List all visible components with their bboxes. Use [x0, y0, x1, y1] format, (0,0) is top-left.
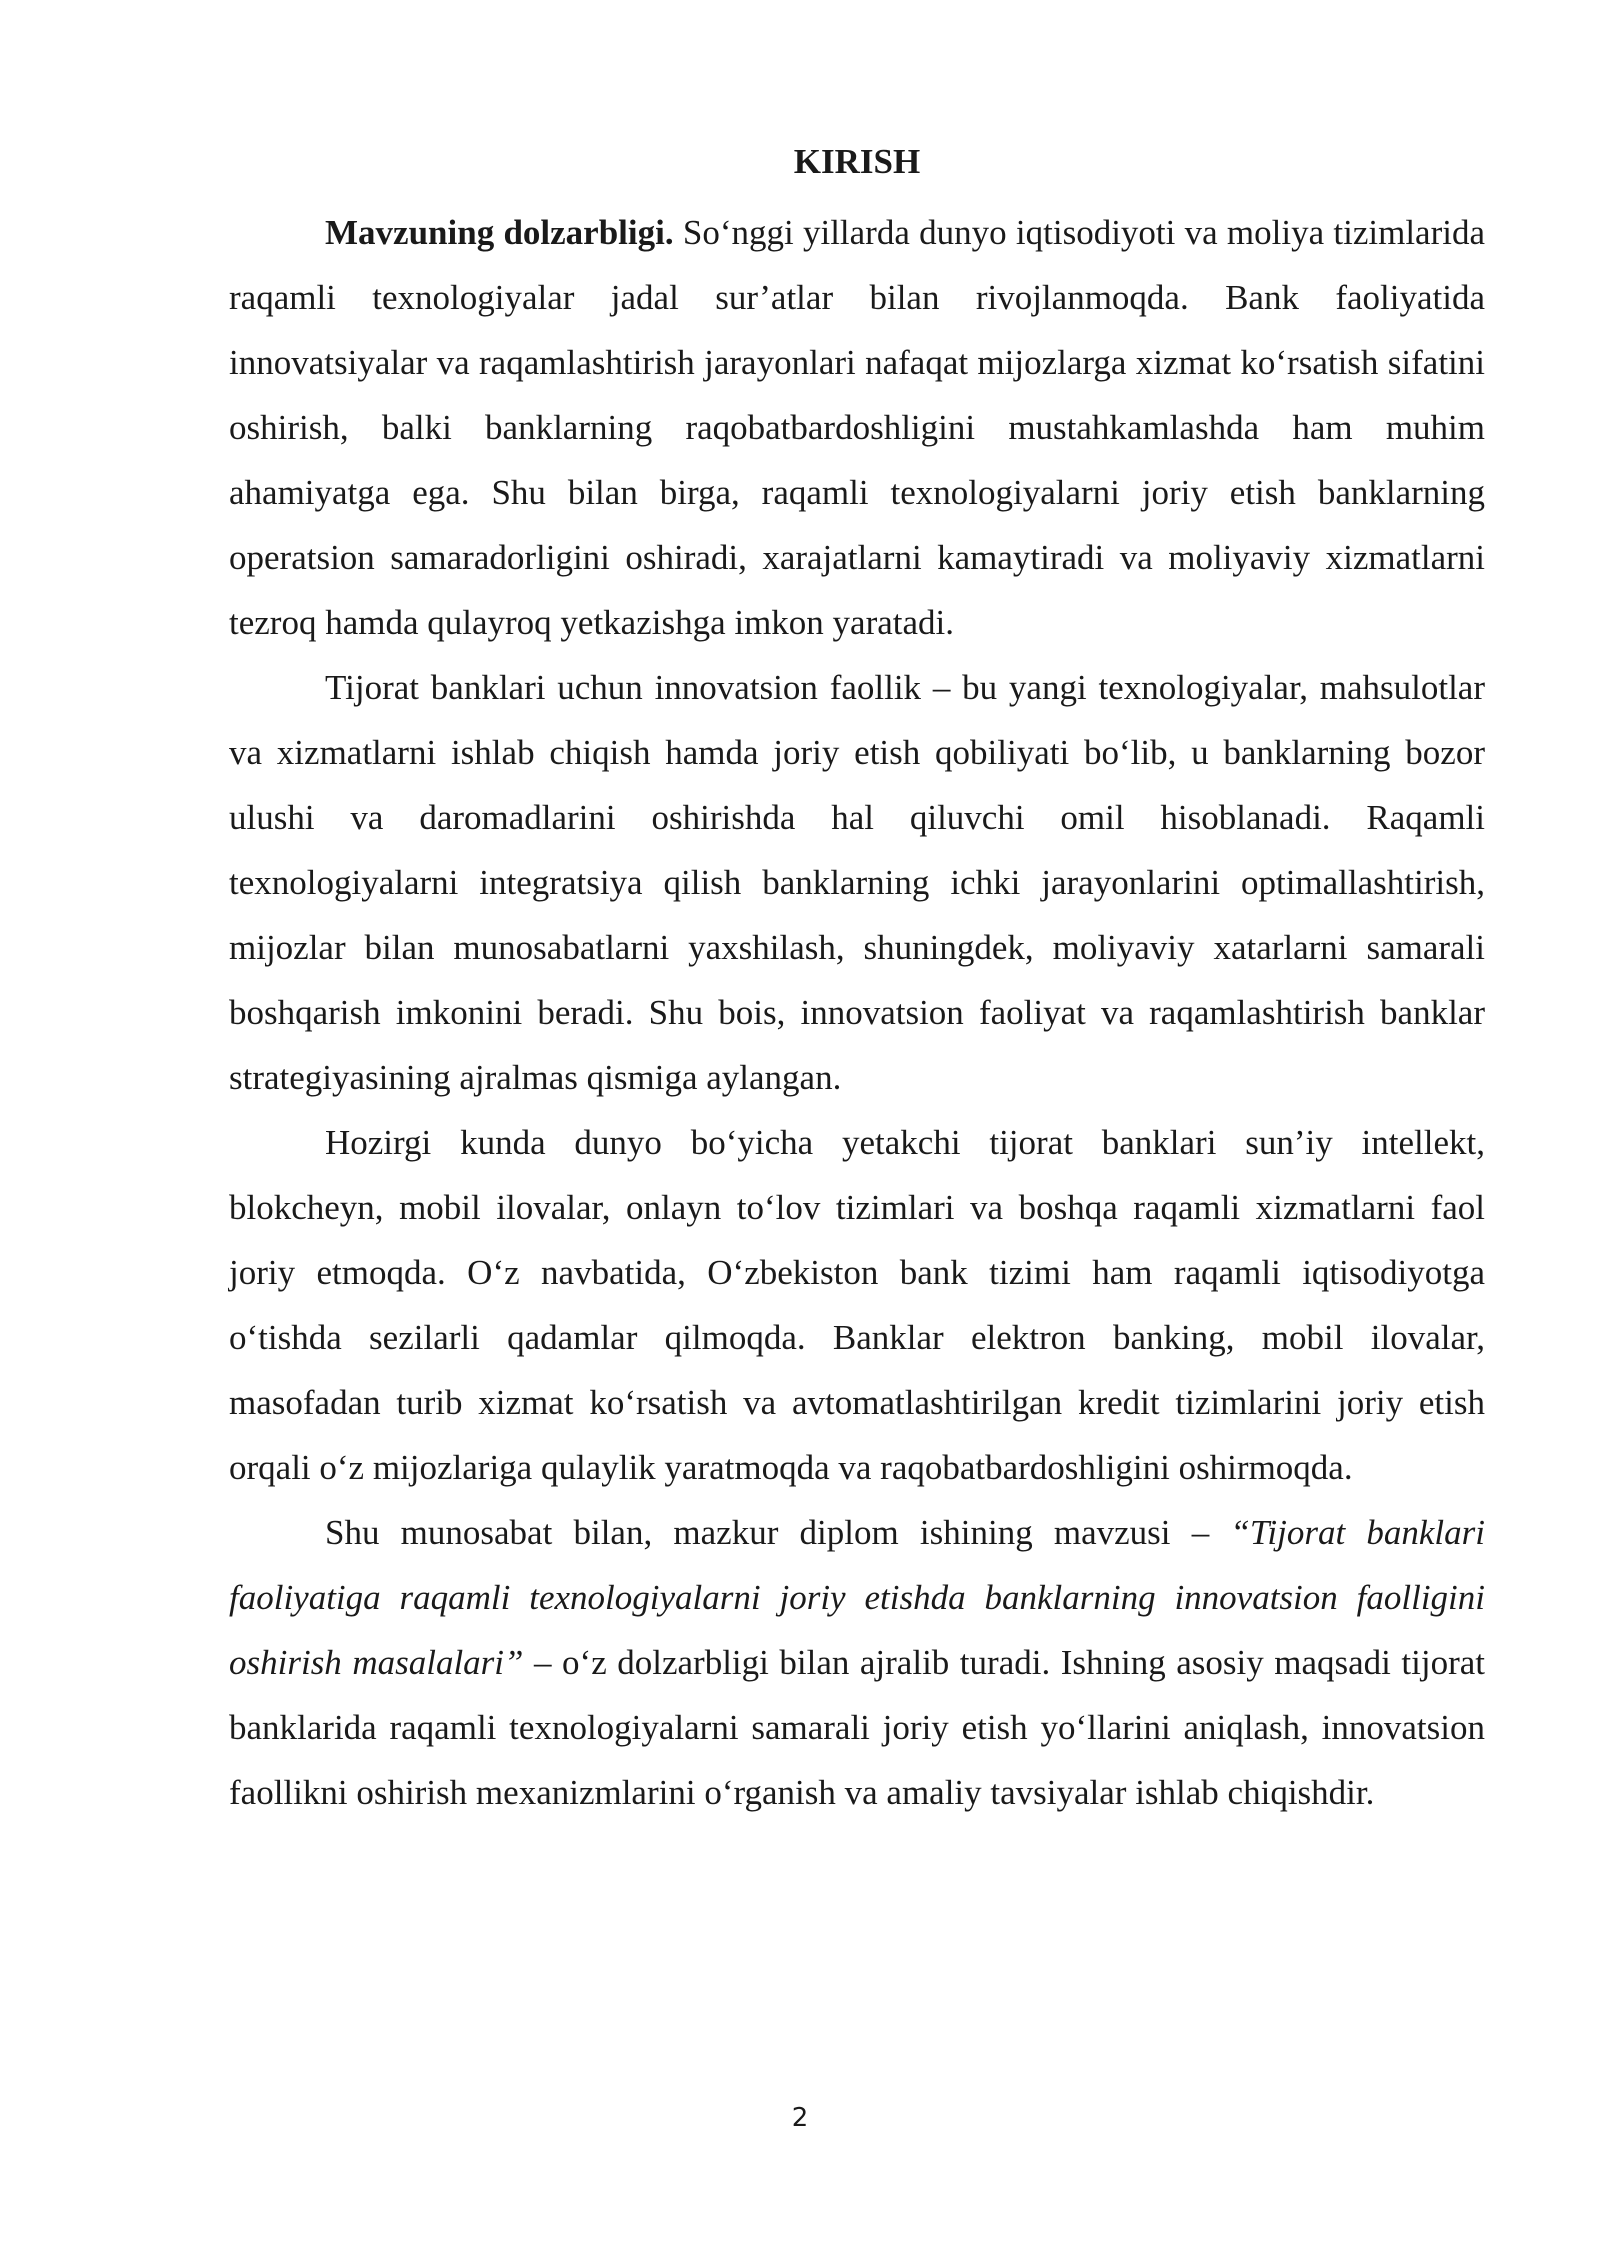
paragraph-text: Tijorat banklari uchun innovatsion faollik – bu yangi texnologiyalar, mahsulotlar va xizmatlarni ishlab chiqish hamda joriy etish qobiliyati bo‘lib, u banklarning bozor ulushi va daromadlarini oshirishda hal qiluvchi omil hisoblanadi. Raqamli texnologiyalarni integratsiya qilish banklarning ichki jarayonlarini optimallashtirish, mijozlar bilan munosabatlarni yaxshilash, shuningdek, moliyaviy xatarlarni samarali boshqarish imkonini beradi. Shu bois, innovatsion faoliyat va raqamlashtirish banklar strategiyasining ajralmas qismiga aylangan.	[229, 668, 1485, 1097]
thesis-title: “Tijorat banklari faoliyatiga raqamli texnologiyalarni joriy etishda banklarning innovatsion faolligini oshirish masalalari”	[229, 1513, 1485, 1682]
paragraph-innovation	[229, 655, 1485, 1110]
paragraph-text: Hozirgi kunda dunyo bo‘yicha yetakchi tijorat banklari sun’iy intellekt, blokcheyn, mobil ilovalar, onlayn to‘lov tizimlari va boshqa raqamli xizmatlarni faol joriy etmoqda. O‘z navbatida, O‘zbekiston bank tizimi ham raqamli iqtisodiyotga o‘tishda sezilarli qadamlar qilmoqda. Banklar elektron banking, mobil ilovalar, masofadan turib xizmat ko‘rsatish va avtomatlashtirilgan kredit tizimlarini joriy etish orqali o‘z mijozlariga qulaylik yaratmoqda va raqobatbardoshligini oshirmoqda.	[229, 1123, 1485, 1487]
paragraph-relevance	[229, 200, 1485, 655]
paragraph-text-before: Shu munosabat bilan, mazkur diplom ishining mavzusi –	[325, 1513, 1231, 1552]
document-body	[229, 137, 1485, 1825]
paragraph-text: So‘nggi yillarda dunyo iqtisodiyoti va moliya tizimlarida raqamli texnologiyalar jadal sur’atlar bilan rivojlanmoqda. Bank faoliyatida innovatsiyalar va raqamlashtirish jarayonlari nafaqat mijozlarga xizmat ko‘rsatish sifatini oshirish, balki banklarning raqobatbardoshligini mustahkamlashda ham muhim ahamiyatga ega. Shu bilan birga, raqamli texnologiyalarni joriy etish banklarning operatsion samaradorligini oshiradi, xarajatlarni kamaytiradi va moliyaviy xizmatlarni tezroq hamda qulayroq yetkazishga imkon yaratadi.	[229, 213, 1485, 642]
paragraph-text-after: – o‘z dolzarbligi bilan ajralib turadi. Ishning asosiy maqsadi tijorat banklarida raqamli texnologiyalarni samarali joriy etish yo‘llarini aniqlash, innovatsion faollikni oshirish mexanizmlarini o‘rganish va amaliy tavsiyalar ishlab chiqishdir.	[229, 1643, 1486, 1812]
paragraph-current-state	[229, 1110, 1485, 1500]
section-heading: KIRISH	[793, 142, 921, 181]
paragraph-topic	[229, 1500, 1485, 1825]
page-number: 2	[791, 2103, 809, 2133]
paragraph-lead: Mavzuning dolzarbligi.	[325, 213, 674, 252]
